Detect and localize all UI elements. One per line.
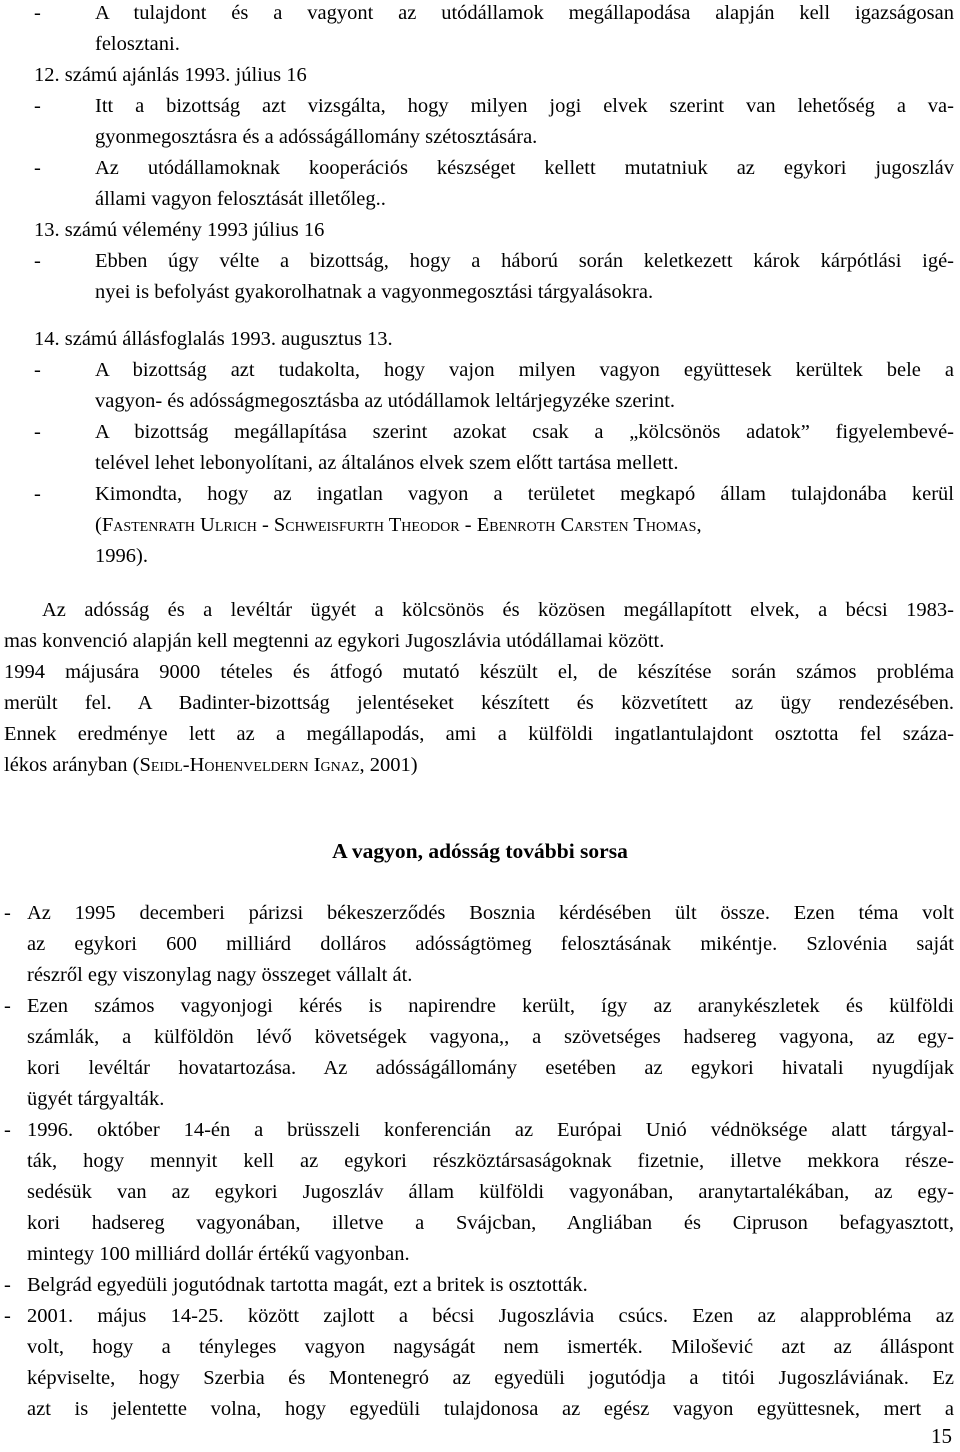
text-line: mas konvenció alapján kell megtenni az egykori Jugoszlávia utódállamai között. bbox=[4, 630, 665, 652]
text-line: kori levéltár hovatartozása. Az adósságállomány esetében az egykori hivatali nyugdíjak bbox=[27, 1057, 954, 1079]
text-line: részről egy viszonylag nagy összeget vállalt át. bbox=[27, 964, 413, 986]
text-fragment: , 2001) bbox=[359, 754, 418, 776]
list-dash: - bbox=[4, 1274, 11, 1296]
text-line: gyonmegosztásra és a adósságállomány szétosztására. bbox=[95, 126, 538, 148]
list-dash: - bbox=[34, 483, 41, 505]
text-line: azt is jelentette volna, hogy egyedüli tulajdonosa az egész vagyon együttesnek, mert a bbox=[27, 1398, 954, 1420]
text-line: az egykori 600 milliárd dolláros adósságtömeg felosztásának mikéntje. Szlovénia saját bbox=[27, 933, 954, 955]
list-dash: - bbox=[34, 95, 41, 117]
text-line: vagyon- és adósságmegosztásba az utódállamok leltárjegyzéke szerint. bbox=[95, 390, 676, 412]
text-line: 2001. május 14-25. között zajlott a bécsi Jugoszlávia csúcs. Ezen az alapprobléma az bbox=[27, 1305, 954, 1327]
citation-author: Seidl-Hohenveldern Ignaz bbox=[139, 754, 360, 776]
text-line: 1994 májusára 9000 tételes és átfogó mutató készült el, de készítése során számos probléma bbox=[4, 661, 954, 683]
text-line: Az 1995 decemberi párizsi békeszerződés Bosznia kérdésében ült össze. Ezen téma volt bbox=[27, 902, 954, 924]
page-number: 15 bbox=[931, 1424, 952, 1448]
text-line: Kimondta, hogy az ingatlan vagyon a területet megkapó állam tulajdonába kerül bbox=[95, 483, 954, 505]
text-line: A tulajdont és a vagyont az utódállamok megállapodása alapján kell igazságosan bbox=[95, 2, 954, 24]
text-line: képviselte, hogy Szerbia és Montenegró az egyedüli jogutódja a titói Jugoszláviának. Ez bbox=[27, 1367, 954, 1389]
list-dash: - bbox=[34, 157, 41, 179]
text-line: Itt a bizottság azt vizsgálta, hogy milyen jogi elvek szerint van lehetőség a va- bbox=[95, 95, 954, 117]
text-line: számlák, a külföldön lévő követségek vagyona,, a szövetséges hadsereg vagyona, az egy- bbox=[27, 1026, 954, 1048]
text-line: Az utódállamoknak kooperációs készséget kellett mutatniuk az egykori jugoszláv bbox=[95, 157, 954, 179]
text-line: A bizottság megállapítása szerint azokat csak a „kölcsönös adatok” figyelembevé- bbox=[95, 421, 954, 443]
section-title: 12. számú ajánlás 1993. július 16 bbox=[34, 64, 307, 86]
list-dash: - bbox=[34, 421, 41, 443]
citation-open: ( bbox=[95, 514, 102, 536]
list-dash: - bbox=[34, 250, 41, 272]
text-fragment: lékos arányban ( bbox=[4, 754, 140, 776]
text-line: mintegy 100 milliárd dollár értékű vagyonban. bbox=[27, 1243, 410, 1265]
list-dash: - bbox=[4, 995, 11, 1017]
list-dash: - bbox=[4, 1305, 11, 1327]
text-line: 1996. október 14-én a brüsszeli konferencián az Európai Unió védnöksége alatt tárgyal- bbox=[27, 1119, 954, 1141]
text-line: merült fel. A Badinter-bizottság jelentéseket készített és közvetített az ügy rendezésében. bbox=[4, 692, 954, 714]
list-dash: - bbox=[4, 902, 11, 924]
list-dash: - bbox=[34, 359, 41, 381]
text-line: A bizottság azt tudakolta, hogy vajon milyen vagyon együttesek kerültek bele a bbox=[95, 359, 954, 381]
list-dash: - bbox=[34, 2, 41, 24]
text-line: állami vagyon felosztását illetőleg.. bbox=[95, 188, 386, 210]
list-dash: - bbox=[4, 1119, 11, 1141]
text-line: sedésük van az egykori Jugoszláv állam külföldi vagyonában, aranytartalékában, az egy- bbox=[27, 1181, 954, 1203]
text-line: ügyét tárgyalták. bbox=[27, 1088, 165, 1110]
text-line: volt, hogy a tényleges vagyon nagyságát nem ismerték. Milošević azt az álláspont bbox=[27, 1336, 954, 1358]
citation-line bbox=[95, 510, 702, 541]
section-title: 13. számú vélemény 1993 július 16 bbox=[34, 219, 325, 241]
text-line: 1996). bbox=[95, 545, 148, 567]
text-line: Ebben úgy vélte a bizottság, hogy a háború során keletkezett károk kárpótlási igé- bbox=[95, 250, 954, 272]
text-line: telével lehet lebonyolítani, az általános elvek szem előtt tartása mellett. bbox=[95, 452, 679, 474]
section-heading: A vagyon, adósság további sorsa bbox=[332, 839, 628, 863]
text-line: nyei is befolyást gyakorolhatnak a vagyonmegosztási tárgyalásokra. bbox=[95, 281, 654, 303]
text-line: Ezen számos vagyonjogi kérés is napirendre került, így az aranykészletek és külföldi bbox=[27, 995, 954, 1017]
citation-line bbox=[4, 750, 418, 781]
section-title: 14. számú állásfoglalás 1993. augusztus 13. bbox=[34, 328, 393, 350]
text-line: kori hadsereg vagyonában, illetve a Svájcban, Angliában és Cipruson befagyasztott, bbox=[27, 1212, 954, 1234]
citation-authors: Fastenrath Ulrich - Schweisfurth Theodor - Ebenroth Carsten Thomas bbox=[101, 514, 697, 536]
text-line: ták, hogy mennyit kell az egykori részköztársaságoknak fizetnie, illetve mekkora része- bbox=[27, 1150, 954, 1172]
text-line: Az adósság és a levéltár ügyét a kölcsönös és közösen megállapított elvek, a bécsi 1983- bbox=[42, 599, 954, 621]
text-line: Ennek eredménye lett az a megállapodás, ami a külföldi ingatlantulajdont osztotta fel száza- bbox=[4, 723, 954, 745]
text-line: felosztani. bbox=[95, 33, 180, 55]
citation-close: , bbox=[696, 514, 702, 536]
text-line: Belgrád egyedüli jogutódnak tartotta magát, ezt a britek is osztották. bbox=[27, 1274, 588, 1296]
